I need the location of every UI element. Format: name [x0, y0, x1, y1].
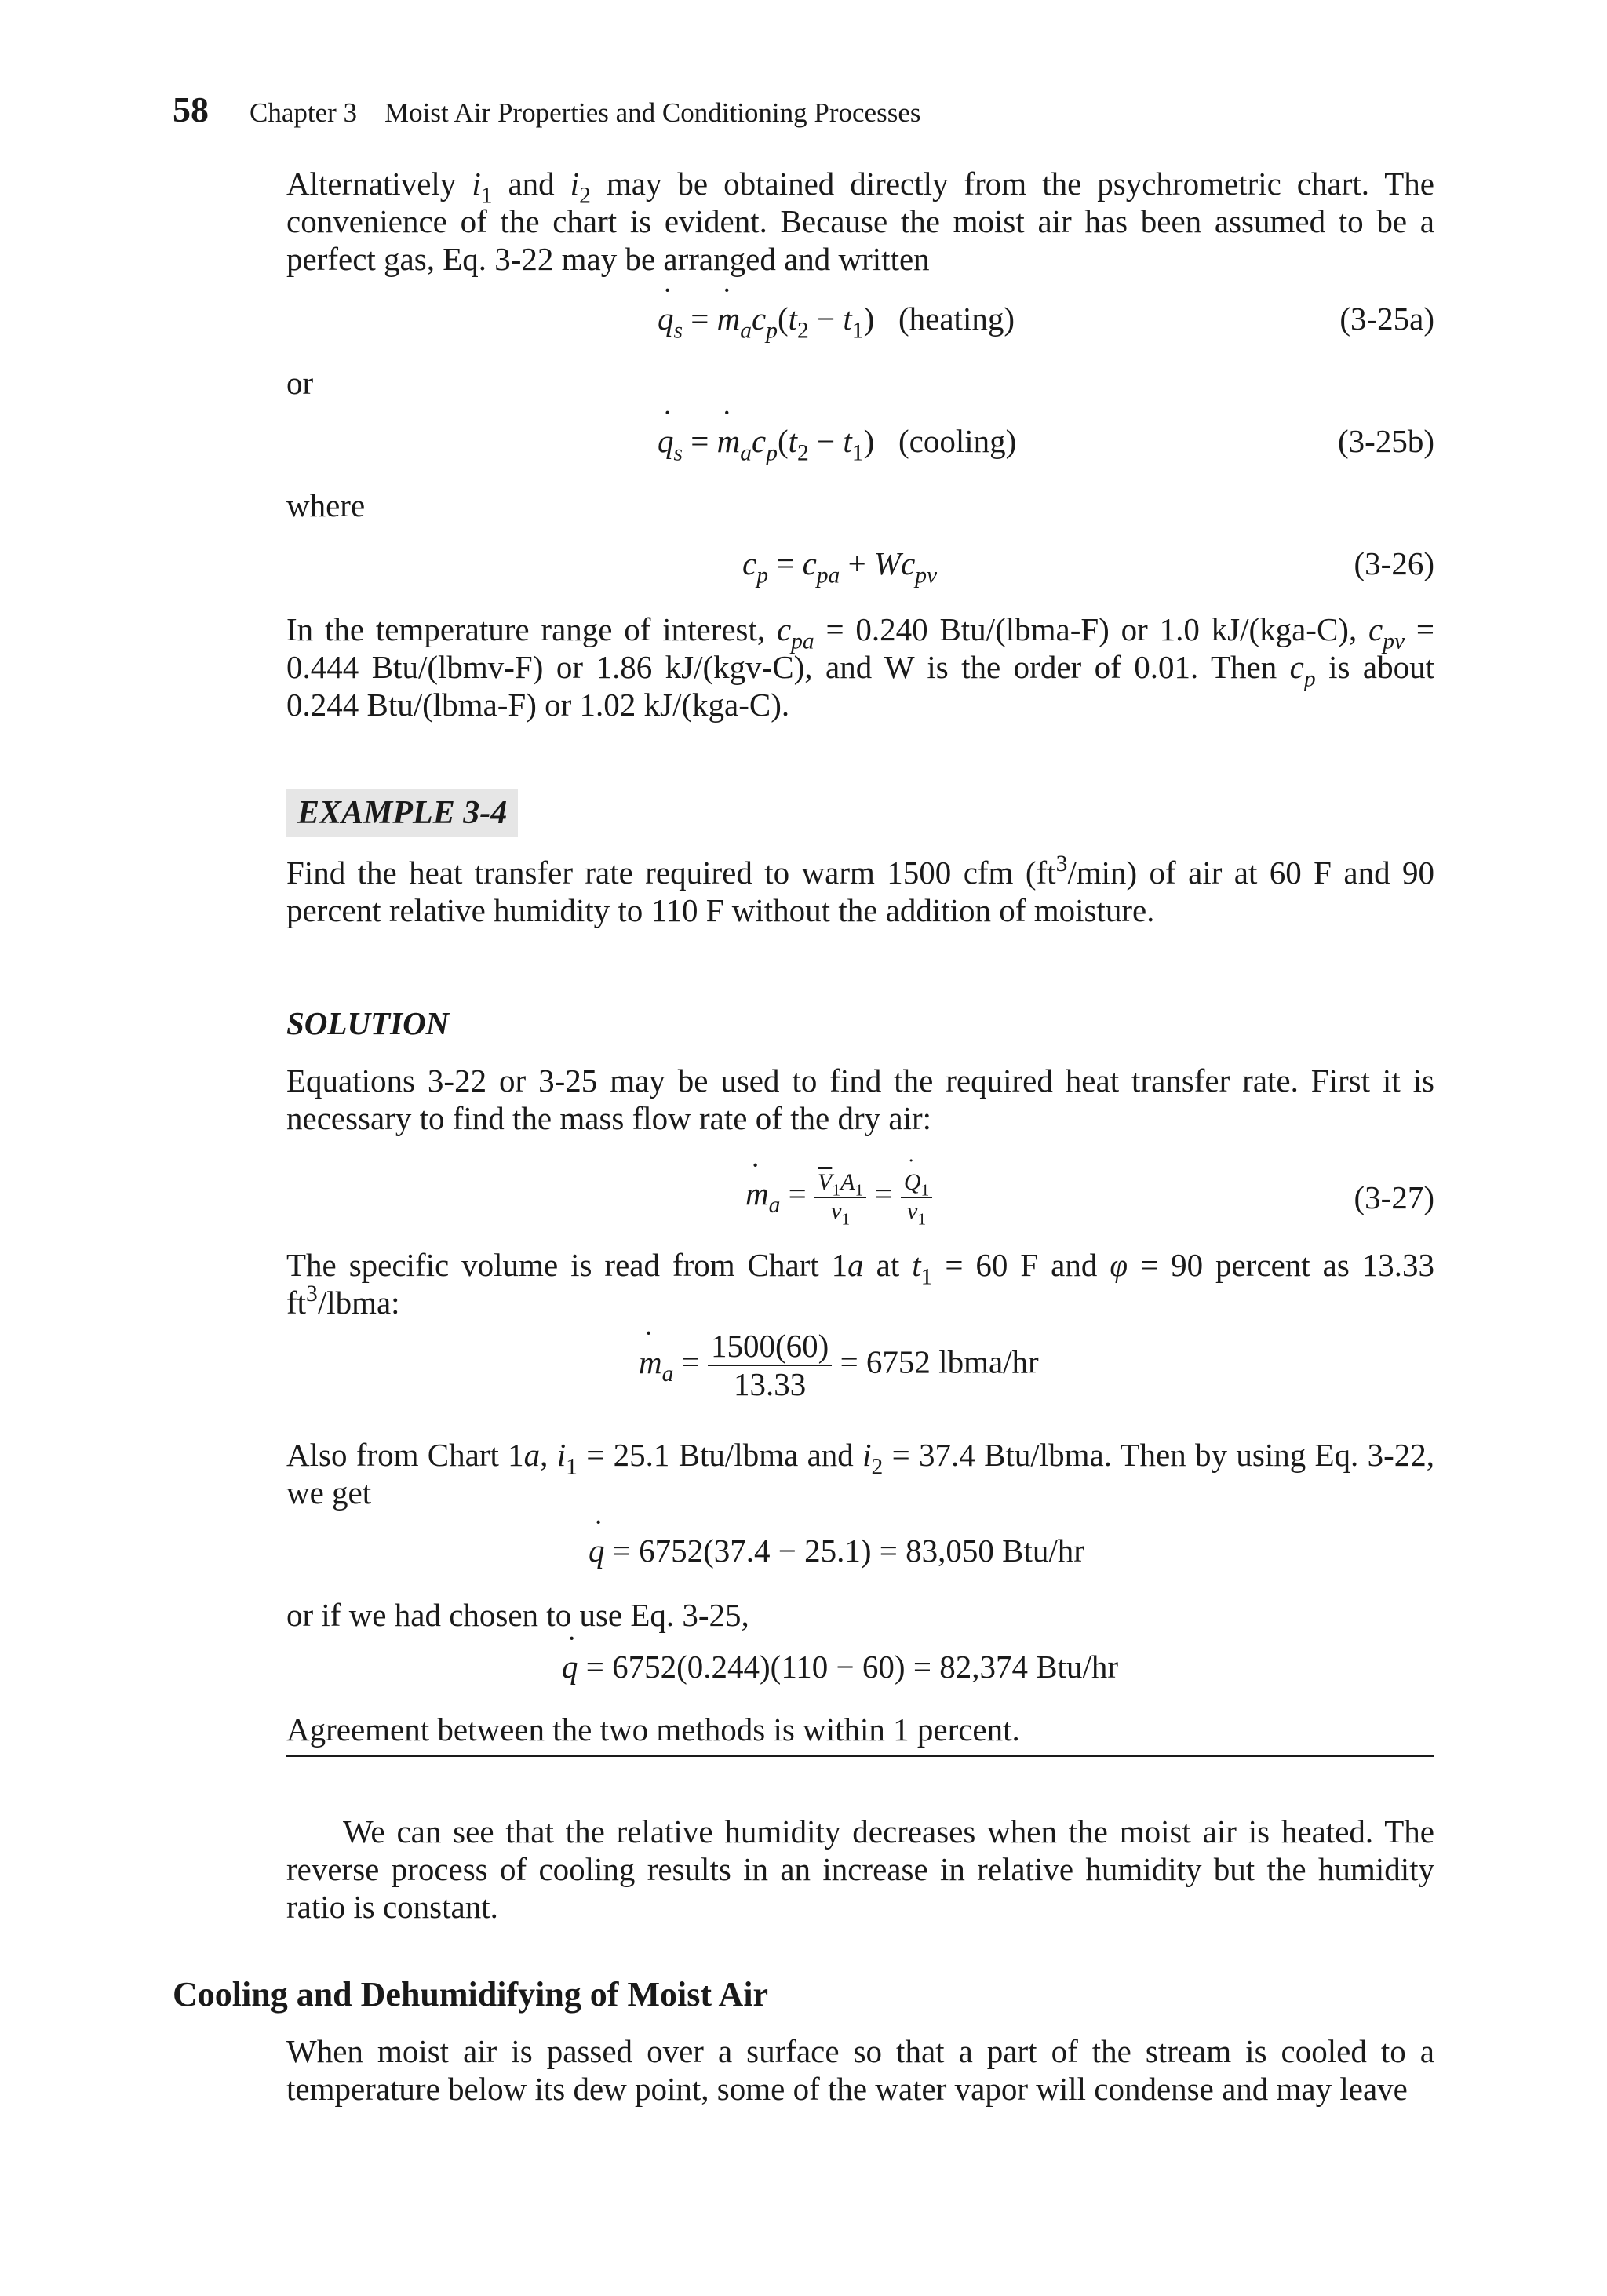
equation-number: (3-26): [1354, 545, 1434, 581]
heat-rate-equation: ˙ q = 6752(37.4 − 25.1) = 83,050 Btu/hr: [589, 1532, 1084, 1569]
solution-paragraph: Equations 3-22 or 3-25 may be used to find the required heat transfer rate. First it is necessary to find the mass flow rate of the dry air:: [286, 1062, 1434, 1136]
body-paragraph: We can see that the relative humidity decreases when the moist air is heated. The reverse process of cooling results in an increase in relative humidity but the humidity ratio is constant.: [286, 1813, 1434, 1925]
equation-number: (3-25a): [1339, 301, 1434, 337]
solution-paragraph: The specific volume is read from Chart 1a at $t_1 = 60$ F and φ = 90 percent as 13.33 $ft^3$/lbma:: [286, 1247, 1435, 1321]
equation-3-25b: ˙ $q_s$ = ˙ $m_ac_p(t_2 - t_1)$ (cooling): [658, 422, 1016, 460]
intro-paragraph: Alternatively $i_1$ and $i_2$ may be obtained directly from the psychrometric chart. The convenience of the chart is evident. Because the moist air has been assumed to be a perfect gas, Eq. 3-22 may be arranged and written: [286, 166, 1434, 277]
section-heading: Cooling and Dehumidifying of Moist Air: [173, 1975, 769, 2014]
section-paragraph: When moist air is passed over a surface so that a part of the stream is cooled to a temperature below its dew point, some of the water vapor will condense and may leave: [286, 2033, 1434, 2107]
page-number: 58: [173, 89, 209, 129]
equation-3-27: ˙ $m_a$ = $\frac{\overline{V}_1A_1}{v_1}$ = ˙ $\frac{Q_1}{v_1}$: [745, 1169, 932, 1225]
equation-number: (3-27): [1354, 1179, 1434, 1215]
equation-3-26: $c_p = c_{pa} + Wc_{pv}$: [742, 545, 938, 589]
solution-paragraph: Also from Chart 1a, $i_1 = 25.1$ Btu/lbma and $i_2 = 37.4$ Btu/lbma. Then by using Eq. 3-22, we get: [286, 1437, 1435, 1511]
example-conclusion: Agreement between the two methods is within 1 percent.: [286, 1711, 1020, 1748]
example-problem: Find the heat transfer rate required to warm 1500 cfm $(ft^3/\min)$ of air at 60 F and 90 percent relative humidity to 110 F without the addition of moisture.: [286, 851, 1434, 928]
equation-3-25a: ˙ $q_s$ = ˙ $m_ac_p(t_2 - t_1)$ (heating): [658, 300, 1015, 337]
running-title: Chapter 3 Moist Air Properties and Conditioning Processes: [250, 97, 921, 128]
connector-where: where: [286, 487, 366, 523]
example-end-rule: [286, 1755, 1434, 1757]
temperature-range-paragraph: In the temperature range of interest, $c_{pa} = 0.240$ Btu/(lbma-F) or 1.0 kJ/(kga-C), $c_{pv} = 0.444$ Btu/(lbmv-F) or 1.86 kJ/(kgv-C), and W is the order of 0.01. Then $c_p$ is about 0.244 Btu/(lbma-F) or 1.02 kJ/(kga-C).: [286, 611, 1434, 723]
solution-paragraph: or if we had chosen to use Eq. 3-25,: [286, 1597, 749, 1633]
equation-number: (3-25b): [1338, 423, 1434, 459]
example-heading: EXAMPLE 3-4: [286, 789, 518, 837]
solution-heading: SOLUTION: [286, 1005, 450, 1041]
connector-or: or: [286, 365, 314, 401]
heat-rate-equation: ˙ q = 6752(0.244)(110 − 60) = 82,374 Btu/hr: [562, 1648, 1118, 1686]
mass-flow-calculation: ˙ $m_a$ = $\frac{1500(60)}{13.33}$ = 6752 lbma/hr: [639, 1328, 1039, 1403]
